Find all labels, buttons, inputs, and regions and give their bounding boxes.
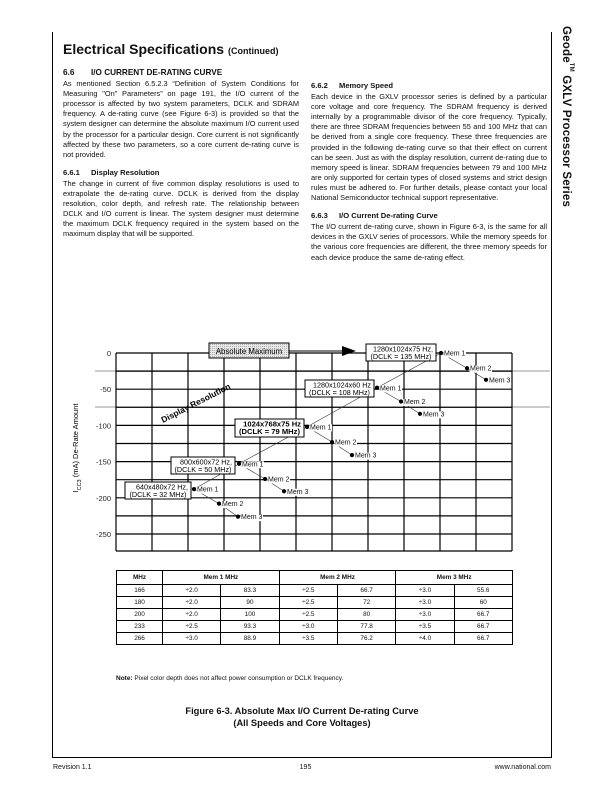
dclk-label: (DCLK = 50 MHz) xyxy=(174,465,232,474)
footer-page-number: 195 xyxy=(299,764,312,771)
section-title: I/O Current De-rating Curve xyxy=(339,211,438,221)
data-point-mem3 xyxy=(236,515,240,519)
table-cell: 166 xyxy=(117,585,163,597)
footer-url[interactable]: www.national.com xyxy=(494,764,551,771)
data-point-mem1 xyxy=(305,425,309,429)
data-point-mem2 xyxy=(399,399,403,403)
note-text: Pixel color depth does not affect power consumption or DCLK frequency. xyxy=(132,675,344,682)
table-cell: 66.7 xyxy=(337,585,395,597)
y-axis-label xyxy=(71,403,83,493)
table-cell: 88.9 xyxy=(221,633,279,645)
section-number: 6.6.1 xyxy=(63,167,80,177)
figure-caption xyxy=(52,705,552,729)
y-tick-label: 0 xyxy=(106,349,111,358)
table-cell: ÷3.5 xyxy=(396,621,454,633)
dclk-label: (DCLK = 79 MHz) xyxy=(239,427,300,436)
table-cell: 90 xyxy=(221,597,279,609)
page-title-text: Electrical Specifications xyxy=(63,41,225,57)
data-point-mem1 xyxy=(237,462,241,466)
y-axis-ticks xyxy=(96,349,111,539)
section-number: 6.6.2 xyxy=(311,81,328,90)
point-label: Mem 3 xyxy=(489,377,511,385)
caption-line-1: Figure 6-3. Absolute Max I/O Current De-rating Curve xyxy=(185,706,419,716)
dclk-label: (DCLK = 135 MHz) xyxy=(370,352,432,361)
data-point-mem2 xyxy=(330,440,334,444)
dclk-label: (DCLK = 108 MHz) xyxy=(309,388,370,397)
data-point-mem3 xyxy=(418,412,422,416)
section-number: 6.6 xyxy=(63,68,75,77)
point-label: Mem 2 xyxy=(222,501,244,509)
dclk-label: (DCLK = 32 MHz) xyxy=(129,490,187,499)
table-row xyxy=(117,633,513,645)
display-resolution-label: Display Resolution xyxy=(159,381,233,425)
section-title: Display Resolution xyxy=(91,167,160,177)
table-cell: 66.7 xyxy=(454,621,512,633)
table-cell: 93.3 xyxy=(221,621,279,633)
table-cell: 100 xyxy=(221,609,279,621)
point-label: Mem 3 xyxy=(423,411,445,419)
continued-label: (Continued) xyxy=(227,46,279,56)
table-cell: 76.2 xyxy=(337,633,395,645)
data-point-mem2 xyxy=(217,501,221,505)
point-label: Mem 2 xyxy=(470,365,492,373)
section-title: I/O CURRENT DE-RATING CURVE xyxy=(91,68,223,77)
y-label-rest: (mA) De-Rate Amount xyxy=(71,403,80,480)
table-cell: ÷2.0 xyxy=(163,585,221,597)
header-mem2: Mem 2 MHz xyxy=(279,571,396,585)
point-label: Mem 2 xyxy=(404,399,426,407)
table-cell: 77.8 xyxy=(337,621,395,633)
resolution-label: 1280x1024x60 Hz xyxy=(313,380,371,390)
point-label: Mem 1 xyxy=(444,350,466,358)
y-tick-label: -200 xyxy=(95,493,111,503)
point-label: Mem 2 xyxy=(268,476,290,484)
point-label: Mem 3 xyxy=(241,514,263,522)
section-6-6-body: As mentioned Section 6.5.2.3 “Definition of System Conditions for Measuring "On" Parameters” on page 191, the I/O current of the processor is affected by two system parameters, DCLK and SDRAM frequency. A de-rating curve (see Figure 6-3) is provided so that the system designer can determine the absolute maximum I/O current used by the processor for a particular design. Core current is not significantly affected by these two parameters, so a core current de-rating curve is not provided. xyxy=(63,79,299,159)
absolute-maximum-label: Absolute Maximum xyxy=(215,347,283,356)
header-mem1: Mem 1 MHz xyxy=(163,571,280,585)
table-cell: 55.6 xyxy=(454,585,512,597)
table-cell: ÷2.0 xyxy=(163,609,221,621)
point-label: Mem 1 xyxy=(242,461,264,469)
data-point-mem3 xyxy=(484,378,488,382)
table-cell: ÷3.0 xyxy=(279,621,337,633)
data-point-mem3 xyxy=(350,453,354,457)
data-point-mem1 xyxy=(375,386,379,390)
point-label: Mem 1 xyxy=(197,486,219,494)
data-point-mem2 xyxy=(465,366,469,370)
y-tick-label: -150 xyxy=(95,457,111,467)
table-cell: 83.3 xyxy=(221,585,279,597)
table-cell: ÷2.5 xyxy=(279,597,337,609)
point-label: Mem 2 xyxy=(335,439,357,447)
y-label-sub: CC3 xyxy=(77,479,83,491)
resolution-label: 800x600x72 Hz, xyxy=(180,457,232,467)
memory-speed-table xyxy=(116,570,513,645)
table-row xyxy=(117,585,513,597)
table-cell: 80 xyxy=(337,609,395,621)
table-cell: ÷3.0 xyxy=(163,633,221,645)
header-mem3: Mem 3 MHz xyxy=(396,571,513,585)
table-cell: ÷3.0 xyxy=(396,585,454,597)
table-cell: 200 xyxy=(117,609,163,621)
side-title-prefix: Geode xyxy=(560,26,572,63)
data-point-mem1 xyxy=(439,351,443,355)
table-cell: 180 xyxy=(117,597,163,609)
table-cell: 72 xyxy=(337,597,395,609)
point-label: Mem 3 xyxy=(355,452,377,460)
point-label: Mem 3 xyxy=(287,488,309,496)
resolution-label: 640x480x72 Hz, xyxy=(136,482,188,492)
y-tick-label: -100 xyxy=(95,421,111,431)
note xyxy=(116,675,343,682)
section-6-6-1-body: The change in current of five common display resolutions is used to extrapolate the de-rating curve. DCLK is derived from the display resolution, color depth, and refresh rate. The relationship between DCLK and I/O current is linear. The system designer must determine the maximum DCLK frequency required in the system based on the maximum display that will be supported. xyxy=(63,178,299,239)
resolution-label: 1280x1024x75 Hz, xyxy=(373,344,433,354)
section-number: 6.6.3 xyxy=(311,211,328,221)
table-header-row xyxy=(117,571,513,585)
section-title: Memory Speed xyxy=(339,81,394,90)
footer-revision: Revision 1.1 xyxy=(53,764,92,771)
side-title-rest: GXLV Processor Series xyxy=(560,71,572,208)
arrow-head-icon xyxy=(342,346,356,356)
note-label: Note: xyxy=(116,675,133,682)
header-mhz: MHz xyxy=(117,571,163,585)
data-point-mem1 xyxy=(192,487,196,491)
point-label: Mem 1 xyxy=(380,385,402,393)
table-cell: 233 xyxy=(117,621,163,633)
table-body xyxy=(117,585,513,645)
table-cell: 66.7 xyxy=(454,633,512,645)
table-cell: 60 xyxy=(454,597,512,609)
data-point-mem3 xyxy=(282,489,286,493)
table-row xyxy=(117,609,513,621)
table-cell: ÷2.5 xyxy=(163,621,221,633)
table-cell: ÷3.0 xyxy=(396,609,454,621)
y-tick-label: -250 xyxy=(95,530,111,539)
table-cell: ÷2.0 xyxy=(163,597,221,609)
section-6-6-3-body: The I/O current de-rating curve, shown in Figure 6-3, is the same for all devices in the GXLV series of processors. While the memory speeds for the various core frequencies are different, the three memory speeds for each device produce the same de-rating effect. xyxy=(311,222,547,262)
table-cell: ÷2.5 xyxy=(279,609,337,621)
caption-line-2: (All Speeds and Core Voltages) xyxy=(233,718,371,728)
resolution-label: 1024x768x75 Hz xyxy=(243,419,301,429)
section-6-6-2-body: Each device in the GXLV processor series is defined by a particular core voltage and core frequency. The SDRAM frequency is derived internally by a programmable divisor of the core frequency. Typically, there are three SDRAM frequencies between 55 and 100 MHz that can be derived from a single core frequency. These three frequencies are provided in the following de-rating curve so that their effect on current can be seen. Just as with the display resolution, current de-rating due to memory speed is linear. SDRAM frequencies between 79 and 100 MHz are only supported for certain types of closed systems and strict design rules must be adhered to. For further details, please contact your local National Semiconductor technical support representative. xyxy=(311,92,547,203)
table-cell: ÷3.5 xyxy=(279,633,337,645)
y-label-main: I xyxy=(71,490,80,493)
table-cell: ÷3.0 xyxy=(396,597,454,609)
table-cell: 266 xyxy=(117,633,163,645)
table-cell: ÷2.5 xyxy=(279,585,337,597)
trademark: TM xyxy=(567,62,574,72)
table-cell: ÷4.0 xyxy=(396,633,454,645)
table-cell: 66.7 xyxy=(454,609,512,621)
data-point-mem2 xyxy=(263,477,267,481)
y-tick-label: -50 xyxy=(100,385,111,395)
table-row xyxy=(117,597,513,609)
table-row xyxy=(117,621,513,633)
point-label: Mem 1 xyxy=(310,424,332,432)
